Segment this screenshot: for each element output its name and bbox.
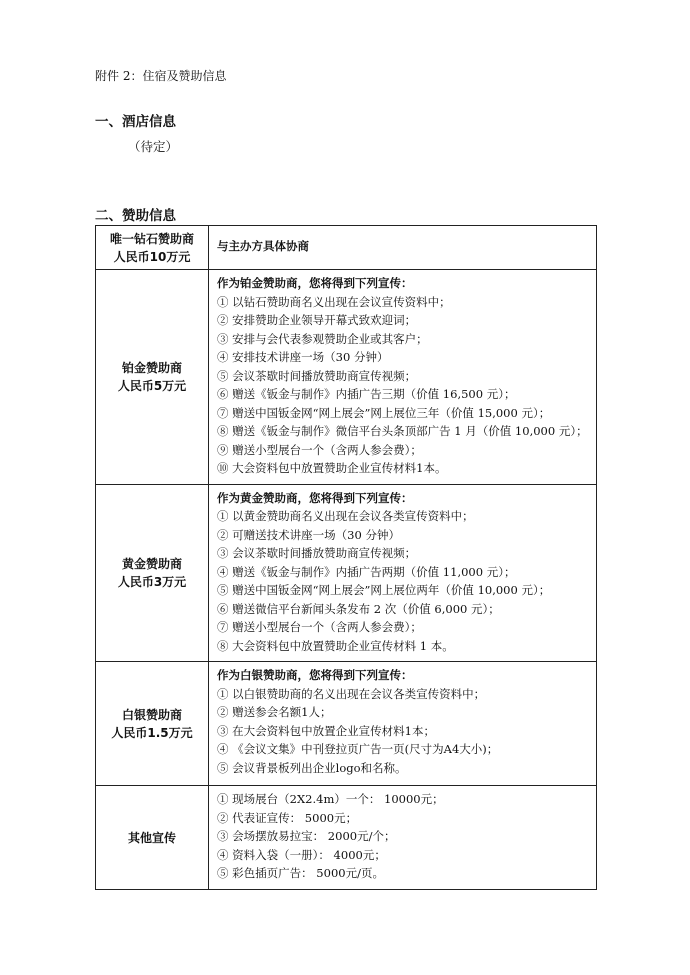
level-cell-silver	[96, 662, 209, 786]
list-item: ① 现场展台（2X2.4m）一个： 10000元；	[217, 792, 444, 806]
benefit-cell-silver	[209, 662, 597, 786]
list-item: ③ 在大会资料包中放置企业宣传材料1本；	[217, 723, 435, 738]
table-row-silver	[96, 662, 597, 786]
list-item: ② 安排赞助企业领导开幕式致欢迎词；	[217, 313, 417, 327]
level-cell-platinum	[96, 270, 209, 485]
level-cell-gold	[96, 484, 209, 662]
benefit-cell-platinum	[209, 270, 597, 485]
list-item: ① 以白银赞助商的名义出现在会议各类宣传资料中；	[217, 686, 486, 701]
level-name: 唯一钻石赞助商	[109, 231, 194, 246]
list-item: ⑤ 彩色插页广告： 5000元/页。	[217, 866, 384, 880]
list-item: ⑤ 赠送中国钣金网“网上展会”网上展位两年（价值 10,000 元）；	[217, 583, 551, 597]
list-item: ⑥ 赠送微信平台新闻头条发布 2 次（价值 6,000 元）；	[217, 601, 500, 616]
benefit-intro: 作为铂金赞助商，您将得到下列宣传：	[217, 276, 413, 290]
list-item: ⑦ 赠送中国钣金网“网上展会”网上展位三年（价值 15,000 元）；	[217, 405, 551, 420]
table-row-platinum	[96, 270, 597, 485]
level-price: 人民币1.5万元	[111, 725, 193, 740]
list-item: ⑤ 会议背景板列出企业logo和名称。	[217, 760, 407, 775]
benefit-cell-other	[209, 786, 597, 890]
list-item: ① 以黄金赞助商名义出现在会议各类宣传资料中；	[217, 509, 474, 523]
list-item: ④ 《会议文集》中刊登拉页广告一页(尺寸为A4大小)；	[217, 742, 499, 756]
benefit-list	[217, 790, 590, 883]
list-item: ③ 会议茶歇时间播放赞助商宣传视频；	[217, 546, 417, 560]
level-price: 人民币5万元	[117, 378, 187, 393]
level-cell-diamond	[96, 226, 209, 270]
hotel-status-text: （待定）	[128, 139, 179, 154]
table-row-other	[96, 786, 597, 890]
list-item: ⑧ 赠送《钣金与制作》微信平台头条顶部广告 1 月（价值 10,000 元）；	[217, 424, 588, 438]
list-item: ⑤ 会议茶歇时间播放赞助商宣传视频；	[217, 368, 417, 383]
level-price: 人民币3万元	[117, 574, 187, 589]
benefit-cell-diamond: 与主办方具体协商	[209, 226, 597, 270]
benefit-cell-gold	[209, 484, 597, 662]
table-row-gold	[96, 484, 597, 662]
level-cell-other	[96, 786, 209, 890]
sponsorship-table	[95, 225, 597, 890]
list-item: ④ 赠送《钣金与制作》内插广告两期（价值 11,000 元）；	[217, 564, 516, 579]
level-name: 其他宣传	[127, 830, 176, 845]
benefit-list	[217, 293, 590, 478]
level-name: 铂金赞助商	[121, 360, 182, 375]
list-item: ④ 安排技术讲座一场（30 分钟）	[217, 350, 389, 364]
list-item: ① 以钻石赞助商名义出现在会议宣传资料中；	[217, 294, 451, 309]
level-price: 人民币10万元	[113, 249, 191, 264]
list-item: ② 赠送参会名额1人；	[217, 705, 332, 719]
hotel-section-heading: 一、酒店信息	[95, 114, 176, 130]
list-item: ③ 会场摆放易拉宝： 2000元/个；	[217, 829, 396, 843]
level-name: 黄金赞助商	[121, 556, 182, 571]
benefit-intro: 作为黄金赞助商，您将得到下列宣传：	[217, 490, 413, 505]
list-item: ④ 资料入袋（一册）： 4000元；	[217, 847, 386, 862]
list-item: ② 可赠送技术讲座一场（30 分钟）	[217, 527, 400, 542]
attachment-title: 附件 2：住宿及赞助信息	[95, 69, 227, 83]
list-item: ⑩ 大会资料包中放置赞助企业宣传材料1本。	[217, 461, 447, 475]
level-name: 白银赞助商	[121, 707, 182, 722]
benefit-intro: 作为白银赞助商，您将得到下列宣传：	[217, 668, 413, 682]
benefit-list	[217, 507, 590, 655]
list-item: ⑥ 赠送《钣金与制作》内插广告三期（价值 16,500 元）；	[217, 387, 516, 401]
list-item: ⑧ 大会资料包中放置赞助企业宣传材料 1 本。	[217, 638, 454, 653]
table-row-diamond	[96, 226, 597, 270]
list-item: ⑨ 赠送小型展台一个（含两人参会费）；	[217, 442, 422, 457]
list-item: ③ 安排与会代表参观赞助企业或其客户；	[217, 331, 428, 346]
list-item: ⑦ 赠送小型展台一个（含两人参会费）；	[217, 620, 422, 634]
benefit-list	[217, 685, 590, 778]
list-item: ② 代表证宣传： 5000元；	[217, 810, 358, 825]
sponsor-section-heading: 二、赞助信息	[95, 208, 176, 224]
